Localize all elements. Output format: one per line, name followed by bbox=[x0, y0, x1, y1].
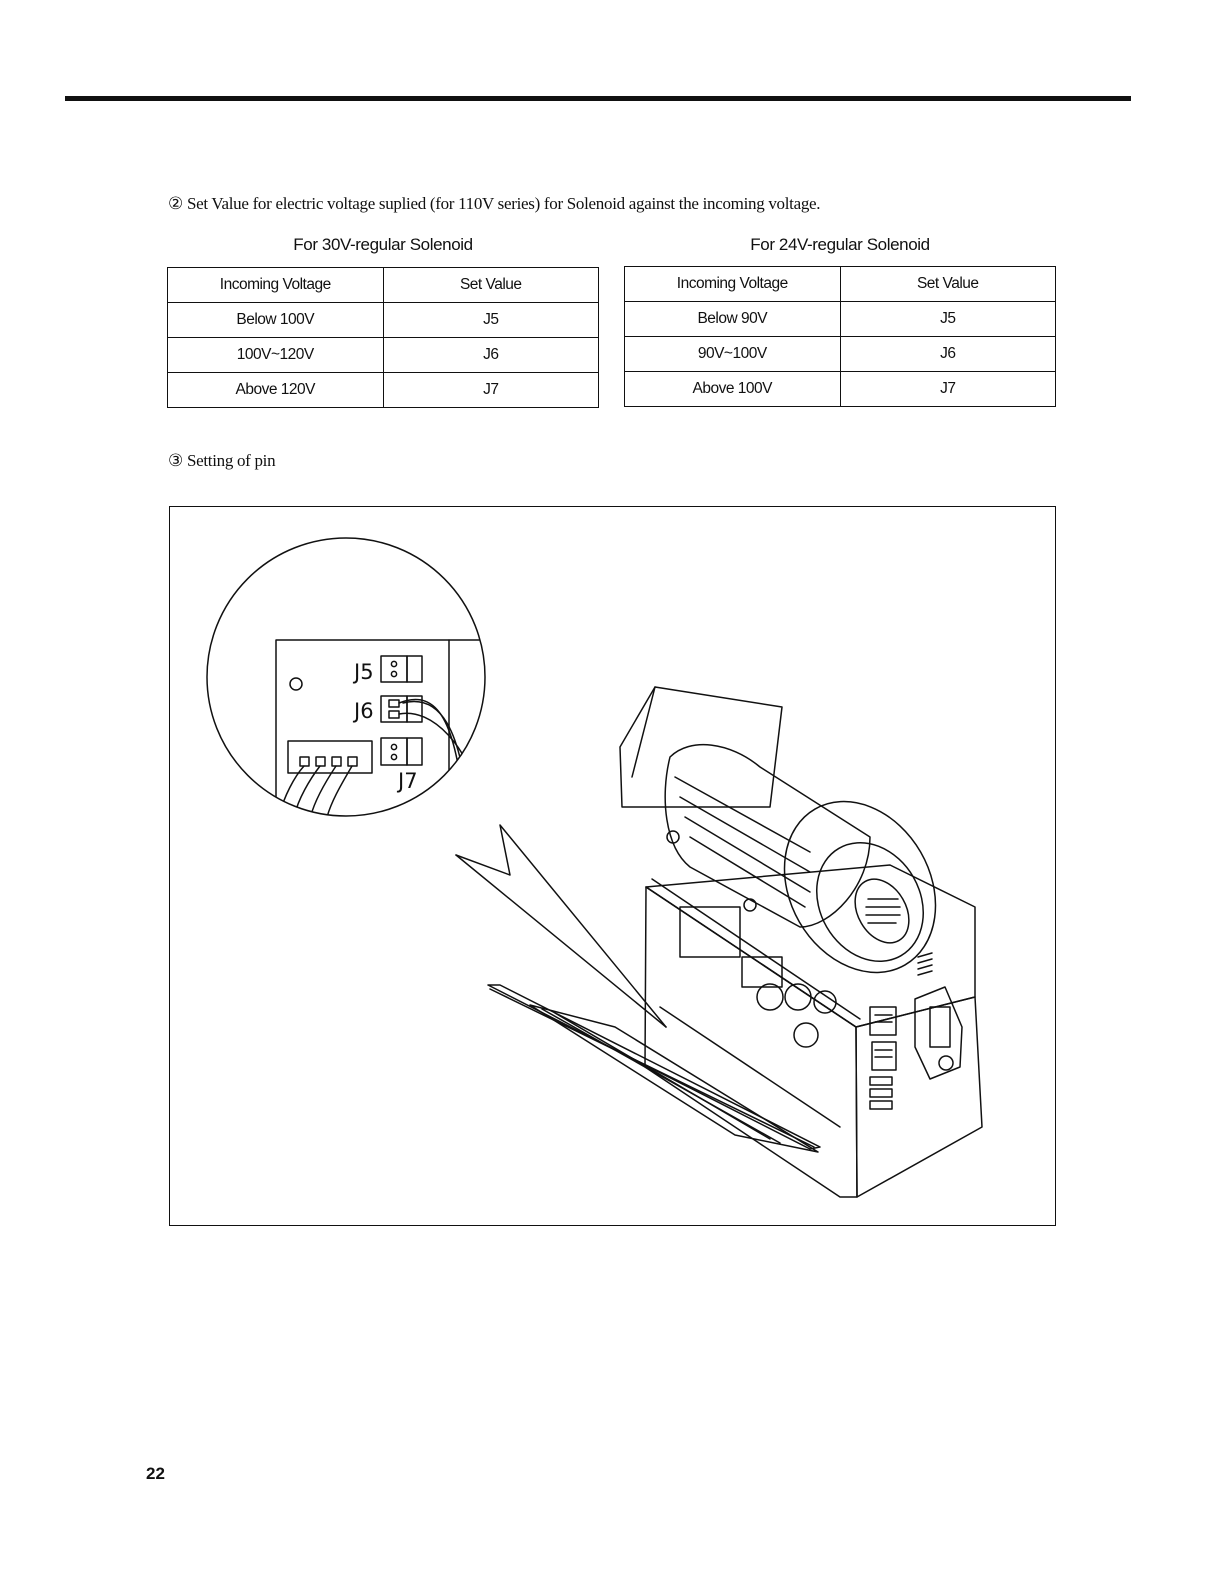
step-3-heading bbox=[168, 451, 275, 471]
step-3-number: ③ bbox=[168, 451, 183, 470]
callout-pointer bbox=[456, 825, 666, 1027]
mounting-hole-icon bbox=[290, 678, 302, 690]
table-row bbox=[625, 337, 1056, 372]
table-cell: 100V~120V bbox=[168, 338, 384, 373]
table-cell: J6 bbox=[840, 337, 1056, 372]
j7-label: J7 bbox=[398, 769, 418, 793]
table-row bbox=[625, 302, 1056, 337]
table-row bbox=[168, 303, 599, 338]
table-cell: J5 bbox=[840, 302, 1056, 337]
table-cell: 90V~100V bbox=[625, 337, 841, 372]
page-number: 22 bbox=[146, 1464, 165, 1483]
circle-inner-arc bbox=[310, 816, 440, 857]
table-30v-solenoid bbox=[167, 267, 599, 408]
table-cell: J7 bbox=[840, 372, 1056, 407]
table-cell: J7 bbox=[383, 373, 599, 408]
header-cell: Set Value bbox=[840, 267, 1056, 302]
table-24v-solenoid bbox=[624, 266, 1056, 407]
motor bbox=[620, 687, 966, 1000]
step-2-number: ② bbox=[168, 194, 183, 213]
table-row bbox=[168, 338, 599, 373]
j5-label: J5 bbox=[354, 660, 374, 684]
pin-setting-illustration bbox=[170, 507, 1055, 1225]
table-cell: Below 100V bbox=[168, 303, 384, 338]
magnified-view bbox=[207, 538, 490, 857]
header-cell: Incoming Voltage bbox=[168, 268, 384, 303]
j5-connector bbox=[381, 656, 422, 682]
table-cell: J6 bbox=[383, 338, 599, 373]
j6-label: J6 bbox=[354, 699, 374, 723]
j6-wires bbox=[399, 700, 487, 814]
terminal-block bbox=[280, 741, 372, 821]
j7-connector bbox=[381, 738, 422, 765]
table-cell: Above 100V bbox=[625, 372, 841, 407]
header-rule bbox=[65, 96, 1131, 101]
power-switch bbox=[915, 987, 962, 1079]
header-cell: Incoming Voltage bbox=[625, 267, 841, 302]
table-header-row bbox=[625, 267, 1056, 302]
table-30v-caption: For 30V-regular Solenoid bbox=[293, 235, 473, 254]
table-cell: Above 120V bbox=[168, 373, 384, 408]
table-cell: J5 bbox=[383, 303, 599, 338]
table-row bbox=[625, 372, 1056, 407]
header-cell: Set Value bbox=[383, 268, 599, 303]
step-3-text: Setting of pin bbox=[186, 451, 276, 470]
table-header-row bbox=[168, 268, 599, 303]
pin-setting-figure bbox=[169, 506, 1056, 1226]
step-2-heading bbox=[168, 194, 820, 214]
step-2-text: Set Value for electric voltage suplied (for 110V series) for Solenoid against the incoming voltage. bbox=[186, 194, 821, 213]
side-connectors bbox=[870, 953, 932, 1109]
table-row bbox=[168, 373, 599, 408]
table-cell: Below 90V bbox=[625, 302, 841, 337]
table-24v-caption: For 24V-regular Solenoid bbox=[750, 235, 930, 254]
